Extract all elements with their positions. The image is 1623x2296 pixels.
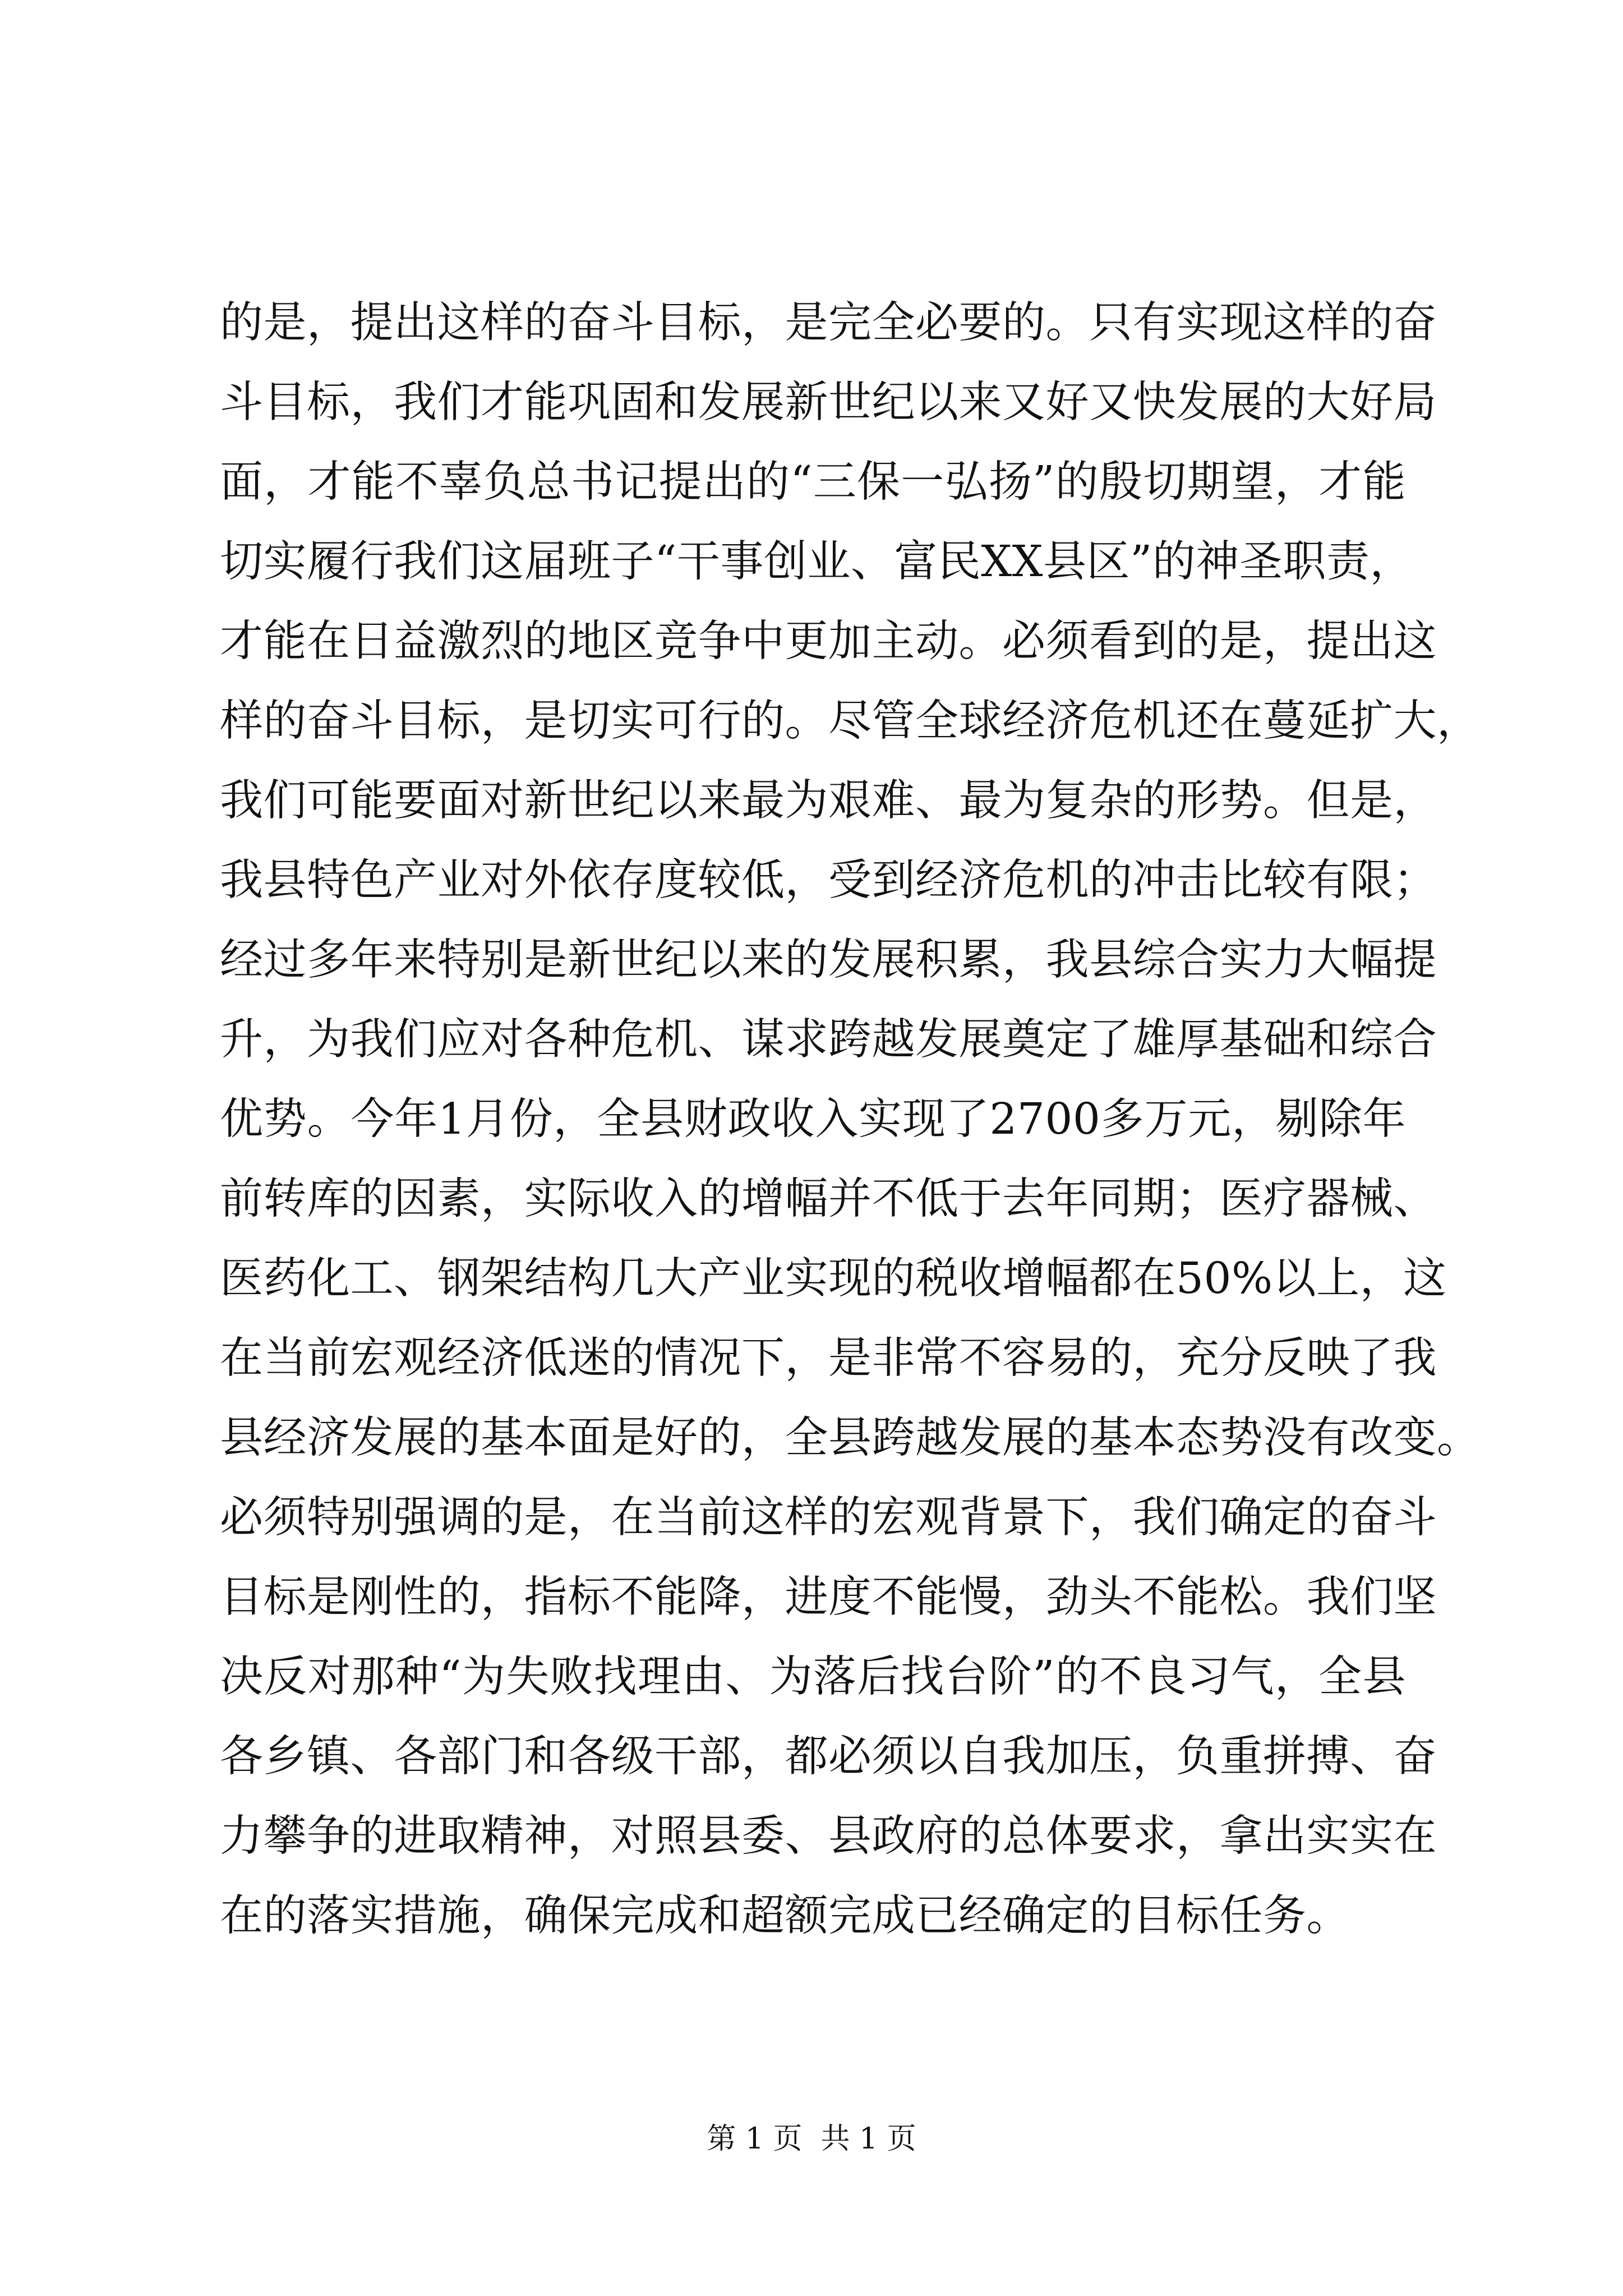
text-line: 经过多年来特别是新世纪以来的发展积累，我县综合实力大幅提	[220, 935, 1437, 985]
text-line: 样的奋斗目标，是切实可行的。尽管全球经济危机还在蔓延扩大，	[220, 696, 1481, 746]
text-line: 各乡镇、各部门和各级干部，都必须以自我加压，负重拼搏、奋	[220, 1732, 1437, 1782]
text-line: 面，才能不辜负总书记提出的“三保一弘扬”的殷切期望，才能	[220, 457, 1406, 507]
body-paragraph	[220, 283, 1481, 1956]
text-line: 在当前宏观经济低迷的情况下，是非常不容易的，充分反映了我	[220, 1333, 1437, 1383]
text-line: 前转库的因素，实际收入的增幅并不低于去年同期；医疗器械、	[220, 1174, 1437, 1224]
text-line: 优势。今年1月份，全县财政收入实现了2700多万元，剔除年	[220, 1094, 1406, 1144]
text-line: 决反对那种“为失败找理由、为落后找台阶”的不良习气，全县	[220, 1652, 1406, 1702]
text-line: 切实履行我们这届班子“干事创业、富民XX县区”的神圣职责，	[220, 537, 1413, 587]
text-line: 力攀争的进取精神，对照县委、县政府的总体要求，拿出实实在	[220, 1811, 1437, 1861]
text-line: 目标是刚性的，指标不能降，进度不能慢，劲头不能松。我们坚	[220, 1572, 1437, 1622]
page-number-footer: 第 1 页 共 1 页	[707, 2122, 916, 2156]
text-line: 的是，提出这样的奋斗目标，是完全必要的。只有实现这样的奋	[220, 298, 1437, 348]
text-line: 县经济发展的基本面是好的，全县跨越发展的基本态势没有改变。	[220, 1413, 1481, 1463]
text-line: 升，为我们应对各种危机、谋求跨越发展奠定了雄厚基础和综合	[220, 1015, 1437, 1065]
text-line: 我们可能要面对新世纪以来最为艰难、最为复杂的形势。但是，	[220, 776, 1437, 826]
text-line: 在的落实措施，确保完成和超额完成已经确定的目标任务。	[220, 1891, 1350, 1941]
text-line: 斗目标，我们才能巩固和发展新世纪以来又好又快发展的大好局	[220, 378, 1437, 427]
text-line: 才能在日益激烈的地区竞争中更加主动。必须看到的是，提出这	[220, 616, 1437, 666]
text-line: 医药化工、钢架结构几大产业实现的税收增幅都在50%以上，这	[220, 1254, 1447, 1304]
text-line: 必须特别强调的是，在当前这样的宏观背景下，我们确定的奋斗	[220, 1493, 1437, 1543]
text-line: 我县特色产业对外依存度较低，受到经济危机的冲击比较有限；	[220, 855, 1437, 905]
